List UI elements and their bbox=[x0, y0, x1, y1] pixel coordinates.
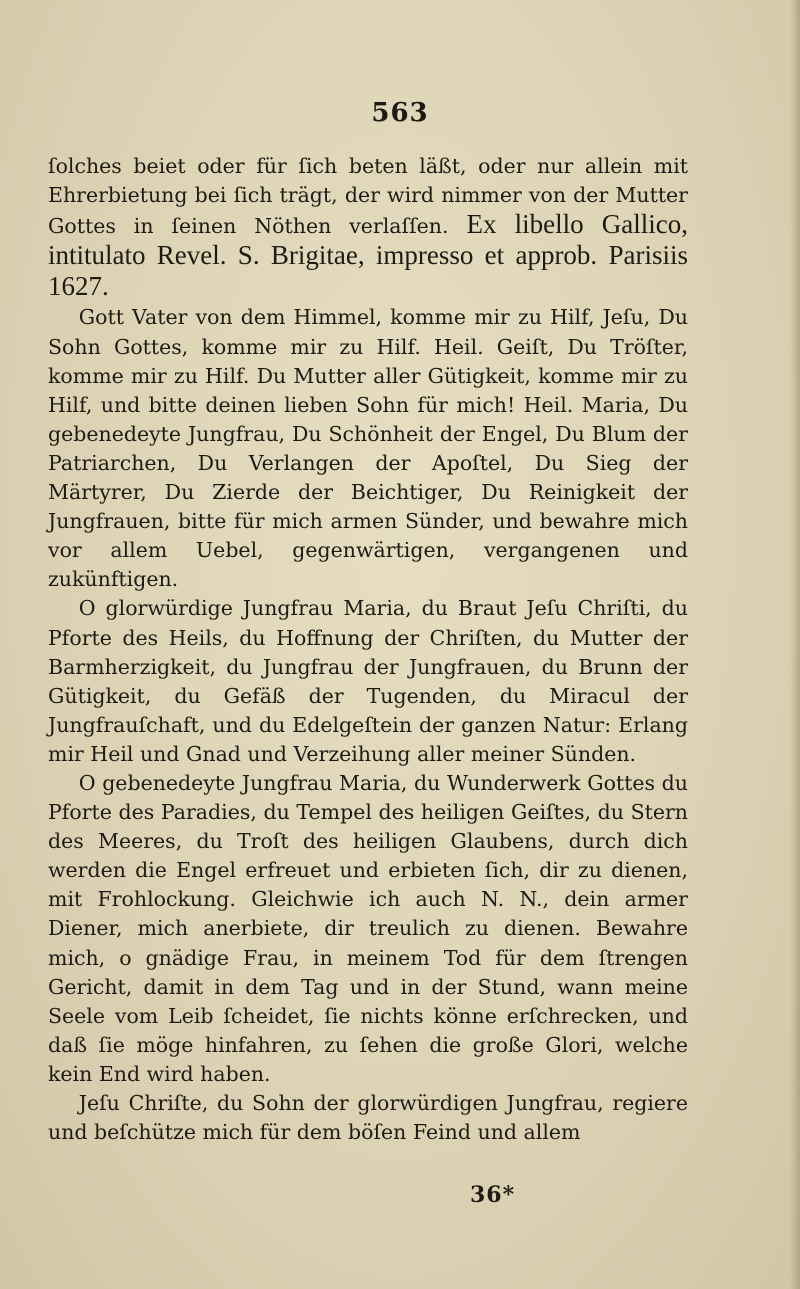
paragraph-3: O glorwürdige Jungfrau Maria, du Braut Jeſu Chriſti, du Pforte des Heils, du Hoffnung der Chriſten, du Mutter der Barmherzigkeit, du Jungfrau der Jungfrauen, du Brunn der Gütigkeit, du Gefäß der Tugenden, du Miracul der Jungfrauſchaft, und du Edelgeſtein der ganzen Natur: Erlang mir Heil und Gnad und Verzeihung aller meiner Sünden. bbox=[48, 596, 688, 766]
paragraph-4: O gebenedeyte Jungfrau Maria, du Wunderwerk Gottes du Pforte des Paradies, du Tempel des heiligen Geiſtes, du Stern des Meeres, du Troſt des heiligen Glaubens, durch dich werden die Engel erfreuet und erbieten ſich, dir zu dienen, mit Frohlockung. Gleichwie ich auch N. N., dein armer Diener, mich anerbiete, dir treulich zu dienen. Bewahre mich, o gnädige Frau, in meinem Tod für dem ſtrengen Gericht, damit in dem Tag und in der Stund, wann meine Seele vom Leib ſcheidet, ſie nichts könne erſchrecken, und daß ſie möge hinfahren, zu ſehen die große Glori, welche kein End wird haben. bbox=[48, 770, 688, 1086]
paragraph-2: Gott Vater von dem Himmel, komme mir zu Hilf, Jeſu, Du Sohn Gottes, komme mir zu Hilf. Heil. Geiſt, Du Tröſter, komme mir zu Hilf. Du Mutter aller Gütigkeit, komme mir zu Hilf, und bitte deinen lieben Sohn für mich! Heil. Maria, Du gebenedeyte Jungfrau, Du Schönheit der Engel, Du Blum der Patriarchen, Du Verlangen der Apoſtel, Du Sieg der Märtyrer, Du Zierde der Beichtiger, Du Reinigkeit der Jungfrauen, bitte für mich armen Sünder, und bewahre mich vor allem Uebel, gegenwärtigen, vergangenen und zukünftigen. bbox=[48, 305, 688, 592]
paragraph-1 bbox=[48, 152, 688, 303]
signature-mark: 36* bbox=[470, 1182, 516, 1208]
page-edge-shadow bbox=[790, 0, 800, 1289]
paragraph-1-german: ſolches beiet oder für ſich beten läßt, oder nur allein mit Ehrerbietung bei ſich trägt, der wird nimmer von der Mutter Gottes in ſeinen Nöthen verlaſſen. bbox=[48, 154, 688, 239]
paragraph-5: Jeſu Chriſte, du Sohn der glorwürdigen Jungfrau, regiere und beſchütze mich für dem böſen Feind und allem bbox=[48, 1091, 688, 1145]
page-number: 563 bbox=[371, 98, 429, 128]
body-text bbox=[48, 152, 688, 1147]
latin-citation: Ex libello Gallico, intitulato Revel. S. Brigitae, impresso et approb. Parisiis 1627. bbox=[48, 209, 689, 302]
